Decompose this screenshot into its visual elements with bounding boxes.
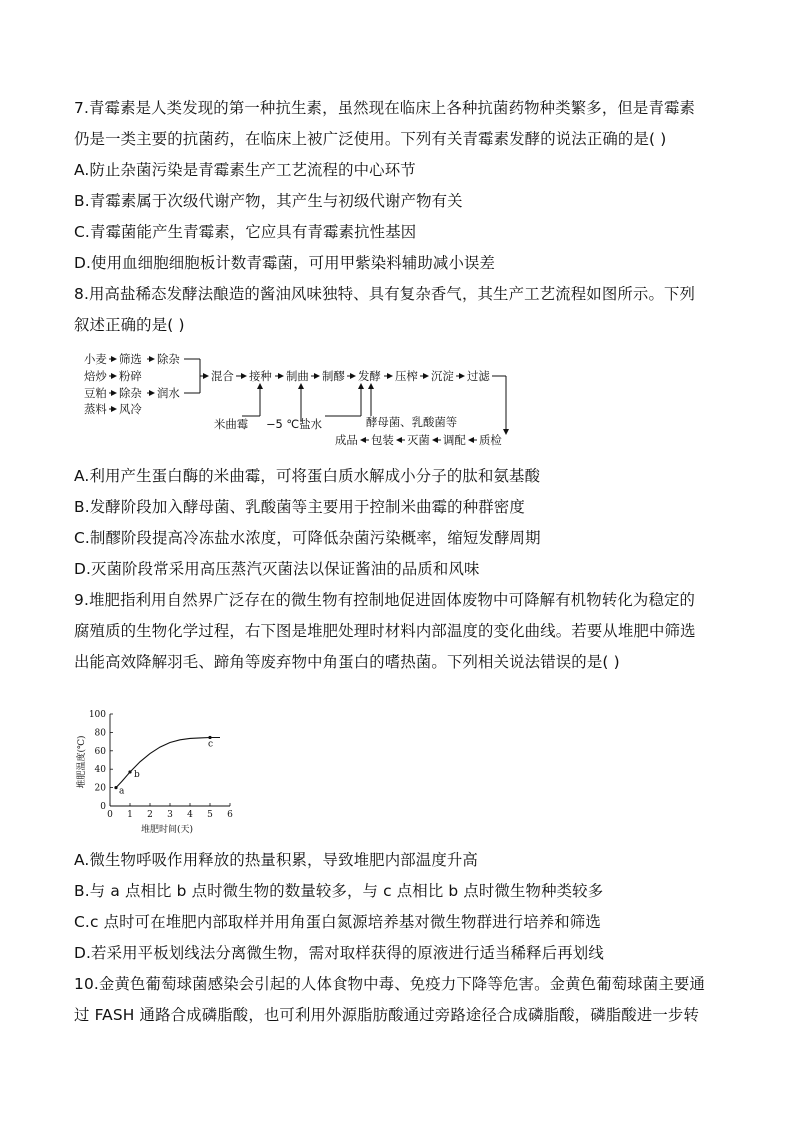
- point-label-b: b: [134, 769, 140, 780]
- y-tick-label: 40: [94, 765, 106, 776]
- q9-option-c: C.c 点时可在堆肥内部取样并用角蛋白氮源培养基对微生物群进行培养和筛选: [74, 913, 601, 931]
- q8-option-b: B.发酵阶段加入酵母菌、乳酸菌等主要用于控制米曲霉的种群密度: [74, 498, 525, 516]
- q9-stem-line-3: 出能高效降解羽毛、蹄角等废弃物中角蛋白的嗜热菌。下列相关说法错误的是( ): [74, 653, 620, 671]
- temperature-curve: [116, 738, 220, 788]
- q10-stem-line-1: 10.金黄色葡萄球菌感染会引起的人体食物中毒、免疫力下降等危害。金黄色葡萄球菌主要通: [74, 975, 706, 993]
- point-b: [128, 770, 131, 773]
- flow-node-wetting: 润水: [157, 386, 180, 400]
- y-tick-label: 20: [94, 783, 106, 794]
- q8-option-c: C.制醪阶段提高冷冻盐水浓度，可降低杂菌污染概率，缩短发酵周期: [74, 529, 541, 547]
- flow-node-roasting: 焙炒: [84, 369, 107, 383]
- flow-node-packaging: 包装: [371, 433, 394, 447]
- x-tick-label: 6: [227, 810, 233, 820]
- q8-option-d: D.灭菌阶段常采用高压蒸汽灭菌法以保证酱油的品质和风味: [74, 560, 480, 578]
- flow-node-koji-making: 制曲: [286, 369, 309, 383]
- q9-option-a: A.微生物呼吸作用释放的热量积累，导致堆肥内部温度升高: [74, 851, 478, 869]
- q9-option-d: D.若采用平板划线法分离微生物，需对取样获得的原液进行适当稀释后再划线: [74, 944, 604, 962]
- y-tick-label: 0: [100, 802, 106, 812]
- q7-option-a: A.防止杂菌污染是青霉素生产工艺流程的中心环节: [74, 161, 416, 179]
- y-axis-label: 堆肥温度(℃): [77, 735, 87, 789]
- flow-node-screening: 筛选: [119, 352, 142, 366]
- flow-node-blending: 调配: [443, 433, 466, 447]
- q7-option-b: B.青霉素属于次级代谢产物，其产生与初级代谢产物有关: [74, 192, 463, 210]
- q7-option-c: C.青霉菌能产生青霉素，它应具有青霉素抗性基因: [74, 223, 417, 241]
- x-tick-label: 2: [147, 810, 153, 820]
- x-tick-label: 3: [167, 810, 173, 820]
- point-label-c: c: [208, 739, 214, 750]
- flow-node-mixing: 混合: [211, 369, 234, 383]
- y-tick-label: 60: [94, 746, 106, 757]
- flow-node-inoculation: 接种: [249, 369, 272, 383]
- x-tick-label: 1: [127, 810, 133, 820]
- flow-additive-aspergillus: 米曲霉: [214, 417, 249, 431]
- x-tick-label: 0: [107, 810, 113, 820]
- q8-stem-line-1: 8.用高盐稀态发酵法酿造的酱油风味独特、具有复杂香气，其生产工艺流程如图所示。下列: [74, 285, 696, 303]
- q9-option-b: B.与 a 点相比 b 点时微生物的数量较多，与 c 点相比 b 点时微生物种类较多: [74, 882, 604, 900]
- flow-node-mash-making: 制醪: [322, 369, 345, 383]
- q7-stem-line-2: 仍是一类主要的抗菌药，在临床上被广泛使用。下列有关青霉素发酵的说法正确的是( ): [74, 130, 667, 148]
- x-axis-label: 堆肥时间(天): [140, 825, 194, 835]
- q7-stem-line-1: 7.青霉素是人类发现的第一种抗生素，虽然现在临床上各种抗菌药物种类繁多，但是青霉素: [74, 99, 696, 117]
- flow-additive-brine: −5 ℃盐水: [266, 417, 322, 431]
- point-a: [114, 786, 117, 789]
- x-tick-label: 4: [187, 810, 193, 820]
- flow-node-steaming: 蒸料: [84, 402, 107, 416]
- flow-node-wheat: 小麦: [84, 352, 107, 366]
- flow-node-soybean-meal: 豆粕: [84, 386, 107, 400]
- flow-node-filtration: 过滤: [467, 369, 490, 383]
- compost-temperature-chart: [74, 702, 234, 842]
- y-tick-label: 80: [94, 728, 106, 739]
- flow-node-impurity-removal-2: 除杂: [119, 386, 142, 400]
- flow-node-crushing: 粉碎: [119, 369, 142, 383]
- x-tick-label: 5: [207, 810, 213, 820]
- q9-stem-line-1: 9.堆肥指利用自然界广泛存在的微生物有控制地促进固体废物中可降解有机物转化为稳定的: [74, 591, 696, 609]
- point-label-a: a: [119, 786, 125, 797]
- flow-node-finished-product: 成品: [335, 433, 358, 447]
- y-tick-label: 100: [88, 710, 106, 720]
- flow-node-impurity-removal-1: 除杂: [157, 352, 180, 366]
- flow-node-sterilization: 灭菌: [407, 433, 430, 447]
- q9-stem-line-2: 腐殖质的生物化学过程，右下图是堆肥处理时材料内部温度的变化曲线。若要从堆肥中筛选: [74, 622, 696, 640]
- flow-node-pressing: 压榨: [395, 369, 418, 383]
- q8-stem-line-2: 叙述正确的是( ): [74, 316, 185, 334]
- flow-node-quality-check: 质检: [479, 433, 502, 447]
- flow-node-fermentation: 发酵: [358, 369, 381, 383]
- q10-stem-line-2: 过 FASH 通路合成磷脂酸，也可利用外源脂肪酸通过旁路途径合成磷脂酸，磷脂酸进一步转: [74, 1006, 699, 1024]
- q8-option-a: A.利用产生蛋白酶的米曲霉，可将蛋白质水解成小分子的肽和氨基酸: [74, 467, 541, 485]
- flow-node-sedimentation: 沉淀: [431, 369, 454, 383]
- q7-option-d: D.使用血细胞细胞板计数青霉菌，可用甲紫染料辅助减小误差: [74, 254, 496, 272]
- flow-node-air-cooling: 风冷: [119, 402, 142, 416]
- flow-additive-yeast-lab: 酵母菌、乳酸菌等: [366, 415, 458, 429]
- soy-sauce-process-flowchart: [74, 346, 514, 450]
